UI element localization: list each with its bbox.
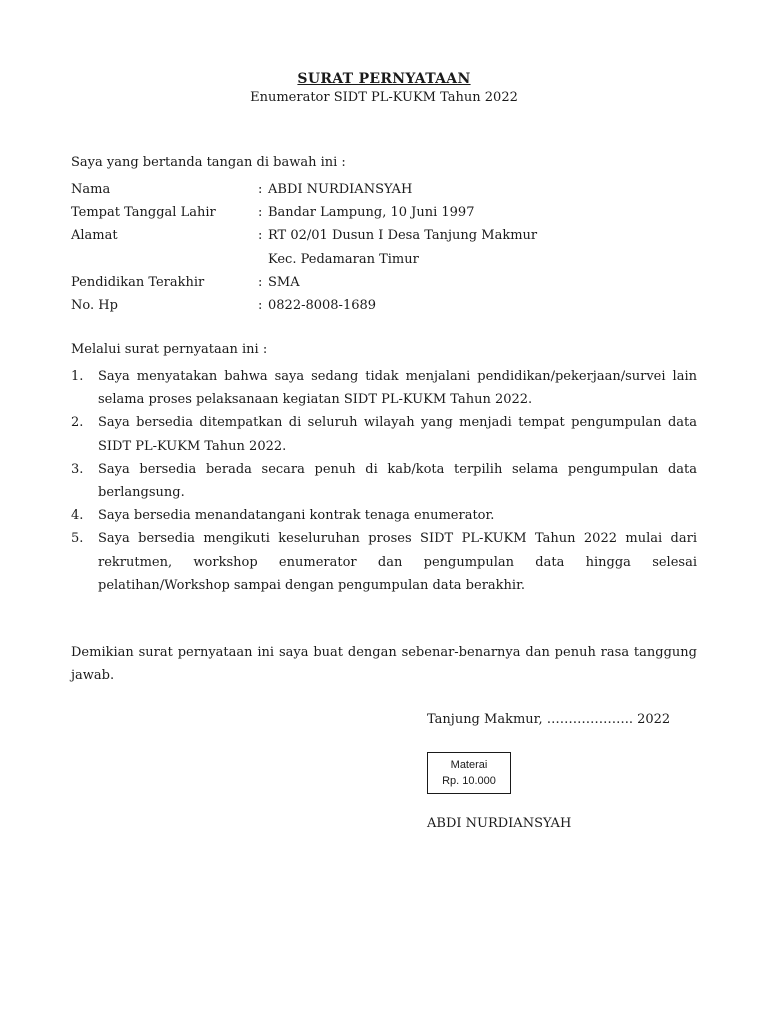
field-value: RT 02/01 Dusun I Desa Tanjung Makmur: [268, 228, 538, 244]
field-value: SMA: [268, 274, 300, 290]
list-item: [71, 365, 697, 411]
list-item-text: Saya menyatakan bahwa saya sedang tidak menjalani pendidikan/pekerjaan/survei lain selama proses pelaksanaan kegiatan SIDT PL-KUKM Tahun 2022.: [98, 369, 697, 408]
field-value: ABDI NURDIANSYAH: [268, 182, 413, 197]
field-ttl: [71, 201, 691, 224]
list-item-text: Saya bersedia berada secara penuh di kab/kota terpilih selama pengumpulan data berlangsung.: [98, 461, 697, 501]
field-nama: [71, 178, 691, 201]
place-date: Tanjung Makmur, ……………….. 2022: [427, 712, 671, 727]
field-value: 0822-8008-1689: [268, 297, 377, 313]
field-hp: [71, 294, 691, 317]
list-item-number: 3.: [71, 461, 84, 477]
list-item: [71, 411, 697, 457]
field-colon: :: [258, 274, 263, 290]
field-colon: :: [258, 297, 263, 313]
field-label: Nama: [71, 182, 111, 197]
field-pendidikan: [71, 271, 691, 294]
list-item-text: Saya bersedia ditempatkan di seluruh wilayah yang menjadi tempat pengumpulan data SIDT PL-KUKM Tahun 2022.: [98, 415, 697, 454]
materai-stamp-box: [427, 752, 511, 794]
field-label: No. Hp: [71, 297, 118, 313]
list-item: [71, 527, 697, 597]
list-item-text: Saya bersedia mengikuti keseluruhan proses SIDT PL-KUKM Tahun 2022 mulai dari rekrutmen, workshop enumerator dan pengumpulan data hingga selesai pelatihan/Workshop sampai dengan pengumpulan data berakhir.: [98, 531, 697, 593]
statement-list: [71, 365, 697, 597]
closing-paragraph: Demikian surat pernyataan ini saya buat dengan sebenar-benarnya dan penuh rasa tanggung jawab.: [71, 645, 697, 684]
field-alamat: [71, 224, 691, 270]
list-item: [71, 458, 697, 504]
list-item: [71, 504, 697, 527]
document-subtitle: Enumerator SIDT PL-KUKM Tahun 2022: [250, 90, 518, 105]
field-value-continued: Kec. Pedamaran Timur: [268, 251, 419, 267]
list-item-number: 5.: [71, 531, 84, 547]
signer-name: ABDI NURDIANSYAH: [427, 816, 572, 831]
field-colon: :: [258, 205, 263, 221]
list-item-number: 4.: [71, 508, 84, 524]
list-item-text: Saya bersedia menandatangani kontrak tenaga enumerator.: [98, 508, 495, 524]
field-colon: :: [258, 228, 263, 244]
field-label: Alamat: [71, 228, 118, 244]
field-label: Pendidikan Terakhir: [71, 274, 205, 290]
list-item-number: 1.: [71, 369, 84, 384]
field-value: Bandar Lampung, 10 Juni 1997: [268, 205, 475, 221]
identity-fields: [71, 178, 691, 317]
field-label: Tempat Tanggal Lahir: [71, 205, 216, 221]
stamp-amount: Rp. 10.000: [442, 775, 496, 787]
stamp-label: Materai: [450, 759, 488, 771]
document-title: SURAT PERNYATAAN: [297, 71, 471, 87]
list-item-number: 2.: [71, 415, 84, 431]
field-colon: :: [258, 182, 263, 197]
statements-lead: Melalui surat pernyataan ini :: [71, 342, 268, 357]
intro-text: Saya yang bertanda tangan di bawah ini :: [71, 155, 346, 170]
